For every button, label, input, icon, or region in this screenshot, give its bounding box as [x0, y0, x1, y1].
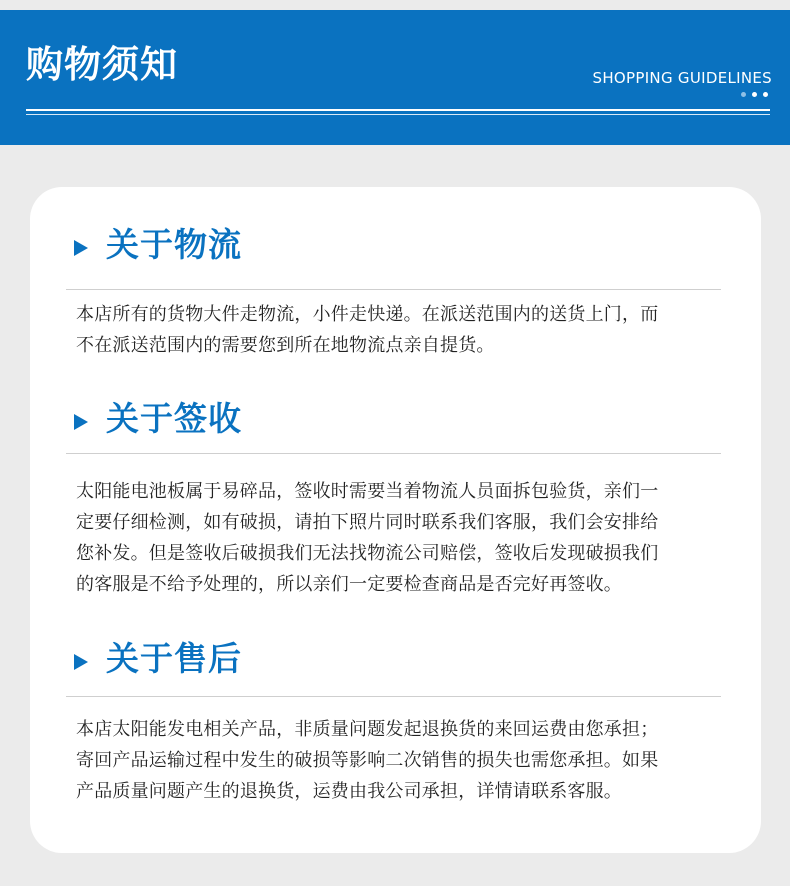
dot: [741, 92, 746, 97]
header-banner: [0, 10, 790, 145]
section-divider: [66, 696, 721, 697]
paragraph-line: 不在派送范围内的需要您到所在地物流点亲自提货。: [76, 335, 495, 356]
dot: [763, 92, 768, 97]
section-heading: [74, 222, 242, 268]
dot: [752, 92, 757, 97]
section-divider: [66, 453, 721, 454]
paragraph-line: 太阳能电池板属于易碎品，签收时需要当着物流人员面拆包验货，亲们一: [76, 481, 659, 502]
section-heading: [74, 636, 242, 682]
header-divider-thin: [26, 114, 770, 115]
page-title: 购物须知: [26, 43, 178, 86]
section-body: [76, 476, 726, 600]
paragraph-line: 的客服是不给予处理的，所以亲们一定要检查商品是否完好再签收。: [76, 574, 622, 595]
header-divider-thick: [26, 109, 770, 111]
section-divider: [66, 289, 721, 290]
triangle-right-icon: [74, 654, 88, 670]
section-body: [76, 714, 726, 807]
paragraph-line: 寄回产品运输过程中发生的破损等影响二次销售的损失也需您承担。如果: [76, 750, 659, 771]
section-title: 关于售后: [106, 639, 242, 678]
section-title: 关于签收: [106, 399, 242, 438]
paragraph-line: 您补发。但是签收后破损我们无法找物流公司赔偿，签收后发现破损我们: [76, 543, 659, 564]
section-title: 关于物流: [106, 225, 242, 264]
section-body: [76, 299, 726, 361]
paragraph-line: 定要仔细检测，如有破损，请拍下照片同时联系我们客服，我们会安排给: [76, 512, 659, 533]
triangle-right-icon: [74, 240, 88, 256]
section-heading: [74, 396, 242, 442]
paragraph-line: 本店太阳能发电相关产品，非质量问题发起退换货的来回运费由您承担；: [76, 719, 659, 740]
dots-icon: [741, 92, 768, 97]
page-subtitle: SHOPPING GUIDELINES: [592, 69, 772, 87]
guidelines-card: [30, 187, 761, 853]
top-strip: [0, 0, 790, 10]
paragraph-line: 本店所有的货物大件走物流，小件走快递。在派送范围内的送货上门，而: [76, 304, 659, 325]
paragraph-line: 产品质量问题产生的退换货，运费由我公司承担，详情请联系客服。: [76, 781, 622, 802]
triangle-right-icon: [74, 414, 88, 430]
